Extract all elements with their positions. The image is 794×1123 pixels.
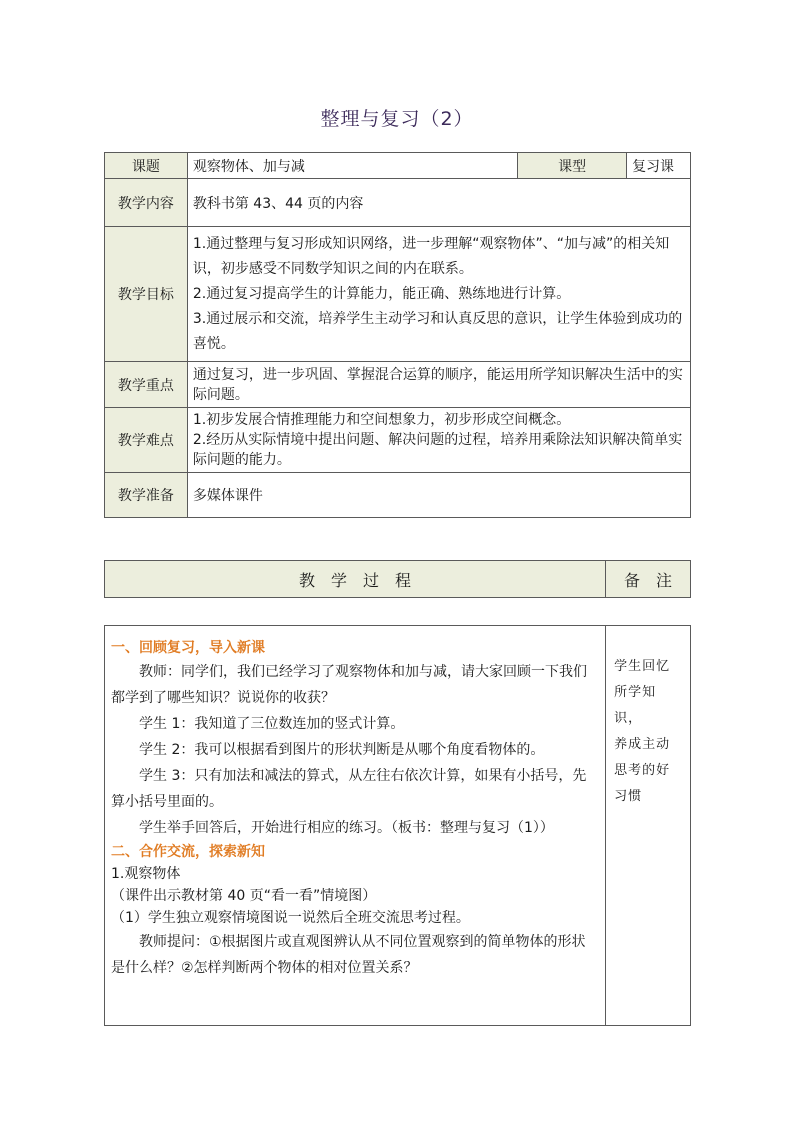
- paragraph: 学生 1：我知道了三位数连加的竖式计算。: [139, 716, 405, 732]
- difficulty-item: 1.初步发展合情推理能力和空间想象力，初步形成空间概念。: [192, 412, 571, 428]
- paragraph: 学生举手回答后，开始进行相应的练习。（板书：整理与复习（1））: [139, 820, 554, 836]
- difficulty-label: 教学难点: [105, 408, 188, 473]
- goals-cell: [187, 227, 690, 362]
- process-header: 教 学 过 程: [105, 561, 606, 598]
- note-line: 学生回忆: [614, 659, 671, 674]
- process-content: [105, 626, 606, 1026]
- key-label: 教学重点: [105, 362, 188, 408]
- paragraph: 1.观察物体: [111, 866, 181, 882]
- page-title: 整理与复习（2）: [320, 108, 474, 130]
- paragraph: 教师：同学们，我们已经学习了观察物体和加与减，请大家回顾一下我们都学到了哪些知识？说说你的收获？: [111, 664, 587, 706]
- difficulty-item: 2.经历从实际情境中提出问题、解决问题的过程，培养用乘除法知识解决简单实际问题的能力。: [192, 432, 683, 468]
- section-heading: 二、合作交流，探索新知: [111, 844, 265, 860]
- type-value: 复习课: [627, 153, 691, 179]
- prep-value: 多媒体课件: [187, 473, 690, 518]
- key-cell: [187, 362, 690, 408]
- goal-item: 3.通过展示和交流，培养学生主动学习和认真反思的意识，让学生体验到成功的喜悦。: [192, 310, 683, 352]
- goal-item: 2.通过复习提高学生的计算能力，能正确、熟练地进行计算。: [192, 285, 571, 302]
- topic-value: 观察物体、加与减: [187, 153, 517, 179]
- key-value: 通过复习，进一步巩固、掌握混合运算的顺序，能运用所学知识解决生活中的实际问题。: [192, 366, 683, 403]
- paragraph: （课件出示教材第 40 页“看一看”情境图）: [111, 888, 377, 904]
- note-line: 养成主动: [614, 737, 671, 752]
- paragraph: （1）学生独立观察情境图说一说然后全班交流思考过程。: [111, 910, 470, 926]
- goals-label: 教学目标: [105, 227, 188, 362]
- difficulty-cell: [187, 408, 690, 473]
- paragraph: 学生 2：我可以根据看到图片的形状判断是从哪个角度看物体的。: [139, 742, 545, 758]
- goal-item: 1.通过整理与复习形成知识网络，进一步理解“观察物体”、“加与减”的相关知识，初步感受不同数学知识之间的内在联系。: [192, 235, 670, 277]
- paragraph: 教师提问：①根据图片或直观图辨认从不同位置观察到的简单物体的形状是什么样？②怎样判断两个物体的相对位置关系？: [111, 934, 586, 976]
- process-body-table: [104, 625, 691, 1026]
- section-heading: 一、回顾复习，导入新课: [111, 640, 265, 656]
- content-label: 教学内容: [105, 179, 188, 227]
- topic-label: 课题: [105, 153, 188, 179]
- paragraph: 学生 3：只有加法和减法的算式，从左往右依次计算，如果有小括号，先算小括号里面的。: [111, 768, 587, 810]
- note-line: 习惯: [614, 789, 643, 804]
- note-line: 思考的好: [614, 763, 671, 778]
- content-value: 教科书第 43、44 页的内容: [187, 179, 690, 227]
- process-header-table: [104, 560, 691, 598]
- prep-label: 教学准备: [105, 473, 188, 518]
- type-label: 课型: [518, 153, 627, 179]
- note-line: 所学知识，: [614, 685, 657, 726]
- notes-header: 备 注: [606, 561, 691, 598]
- notes-cell: [606, 626, 691, 1026]
- lesson-info-table: [104, 152, 691, 518]
